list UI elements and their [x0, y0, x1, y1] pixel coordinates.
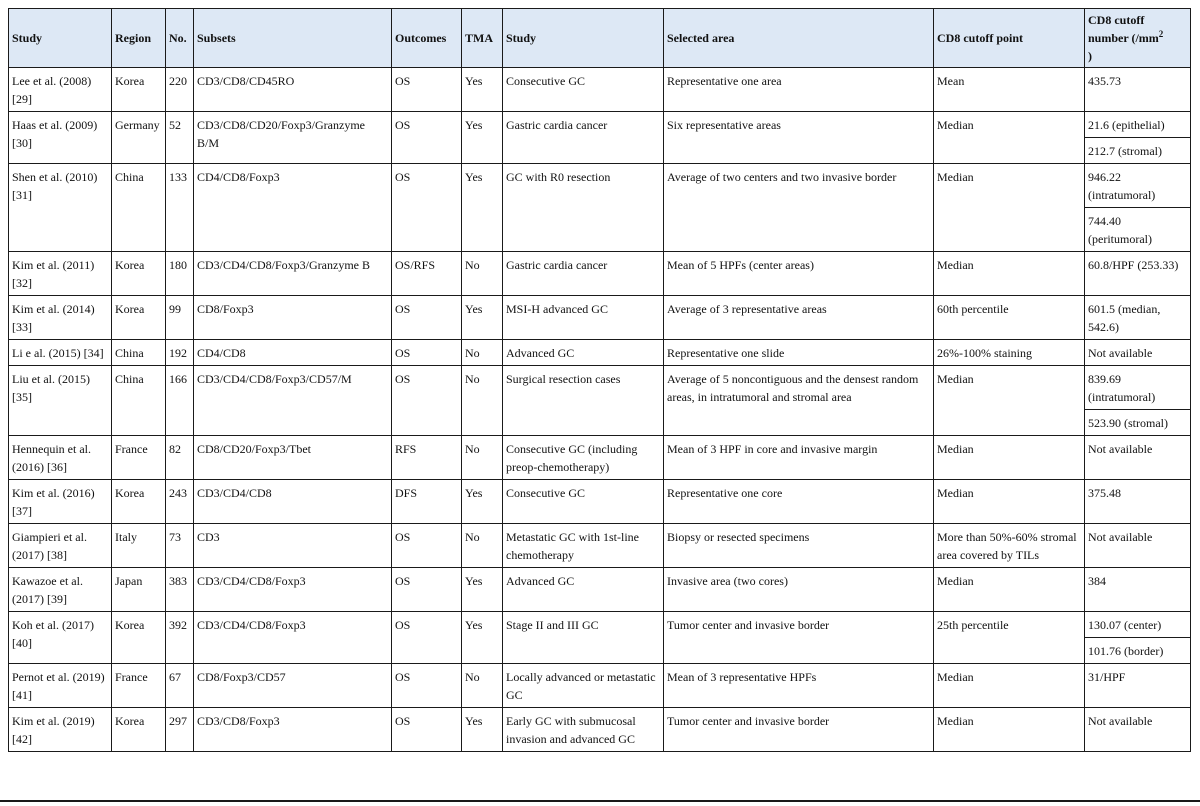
cell-number: 192 — [166, 340, 194, 366]
cell-selected-area: Mean of 5 HPFs (center areas) — [664, 252, 934, 296]
cell-study-type: Consecutive GC (including preop-chemotherapy) — [503, 436, 664, 480]
cell-region: China — [112, 366, 166, 436]
studies-table — [8, 8, 1191, 752]
cell-tma: Yes — [462, 112, 503, 164]
cell-tma: No — [462, 340, 503, 366]
cell-tma: Yes — [462, 164, 503, 252]
cell-selected-area: Invasive area (two cores) — [664, 568, 934, 612]
cell-subsets: CD3 — [194, 524, 392, 568]
cell-cutoff-point: 60th percentile — [934, 296, 1085, 340]
table-row — [9, 664, 1191, 708]
cell-number: 82 — [166, 436, 194, 480]
cell-region: Italy — [112, 524, 166, 568]
header-cd8-cutoff-number-text: CD8 cutoff number (/mm — [1088, 13, 1159, 45]
cell-region: France — [112, 664, 166, 708]
cell-cutoff-point: Median — [934, 112, 1085, 164]
cell-outcomes: OS — [392, 164, 462, 252]
cell-study-type: Advanced GC — [503, 568, 664, 612]
cell-subsets: CD3/CD4/CD8/Foxp3/Granzyme B — [194, 252, 392, 296]
cell-study: Kim et al. (2011) [32] — [9, 252, 112, 296]
cell-cutoff-number: 384 — [1085, 568, 1191, 612]
cell-number: 297 — [166, 708, 194, 752]
cell-tma: No — [462, 664, 503, 708]
header-study: Study — [9, 9, 112, 68]
cell-outcomes: RFS — [392, 436, 462, 480]
cell-cutoff-point: Mean — [934, 68, 1085, 112]
cell-cutoff-number: 31/HPF — [1085, 664, 1191, 708]
cell-region: Korea — [112, 296, 166, 340]
cell-outcomes: OS — [392, 568, 462, 612]
cell-cutoff-number: 435.73 — [1085, 68, 1191, 112]
cell-cutoff-number: Not available — [1085, 436, 1191, 480]
table-row — [9, 436, 1191, 480]
cell-outcomes: OS — [392, 524, 462, 568]
table-row — [9, 708, 1191, 752]
cell-cutoff-point: 26%-100% staining — [934, 340, 1085, 366]
cell-cutoff-number: Not available — [1085, 524, 1191, 568]
cell-tma: Yes — [462, 68, 503, 112]
cell-outcomes: OS — [392, 708, 462, 752]
cell-region: Korea — [112, 708, 166, 752]
cell-region: Korea — [112, 68, 166, 112]
cell-number: 392 — [166, 612, 194, 664]
cell-outcomes: DFS — [392, 480, 462, 524]
cell-selected-area: Biopsy or resected specimens — [664, 524, 934, 568]
cell-subsets: CD8/Foxp3/CD57 — [194, 664, 392, 708]
cell-number: 67 — [166, 664, 194, 708]
cell-subsets: CD3/CD4/CD8/Foxp3 — [194, 612, 392, 664]
table-body — [9, 68, 1191, 752]
header-region: Region — [112, 9, 166, 68]
cell-study-type: Locally advanced or metastatic GC — [503, 664, 664, 708]
cell-subsets: CD3/CD8/CD20/Foxp3/Granzyme B/M — [194, 112, 392, 164]
cell-subsets: CD8/CD20/Foxp3/Tbet — [194, 436, 392, 480]
cell-study: Hennequin et al. (2016) [36] — [9, 436, 112, 480]
cell-number: 383 — [166, 568, 194, 612]
cell-cutoff-number: 375.48 — [1085, 480, 1191, 524]
cell-outcomes: OS — [392, 340, 462, 366]
cell-study: Li e al. (2015) [34] — [9, 340, 112, 366]
cell-study: Kim et al. (2019) [42] — [9, 708, 112, 752]
cell-cutoff-number: 212.7 (stromal) — [1085, 138, 1191, 164]
cell-tma: No — [462, 366, 503, 436]
cell-cutoff-point: 25th percentile — [934, 612, 1085, 664]
cell-cutoff-number: Not available — [1085, 340, 1191, 366]
cell-number: 243 — [166, 480, 194, 524]
cell-study-type: Stage II and III GC — [503, 612, 664, 664]
cell-study-type: Metastatic GC with 1st-line chemotherapy — [503, 524, 664, 568]
cell-cutoff-point: Median — [934, 568, 1085, 612]
table-row — [9, 68, 1191, 112]
table-row — [9, 612, 1191, 638]
cell-selected-area: Average of 3 representative areas — [664, 296, 934, 340]
cell-subsets: CD8/Foxp3 — [194, 296, 392, 340]
cell-cutoff-number: 946.22 (intratumoral) — [1085, 164, 1191, 208]
cell-study: Shen et al. (2010) [31] — [9, 164, 112, 252]
table-row — [9, 296, 1191, 340]
cell-number: 133 — [166, 164, 194, 252]
cell-subsets: CD4/CD8 — [194, 340, 392, 366]
cell-selected-area: Tumor center and invasive border — [664, 708, 934, 752]
cell-subsets: CD4/CD8/Foxp3 — [194, 164, 392, 252]
cell-cutoff-point: Median — [934, 436, 1085, 480]
cell-cutoff-point: Median — [934, 708, 1085, 752]
cell-cutoff-number: 523.90 (stromal) — [1085, 410, 1191, 436]
cell-study: Giampieri et al. (2017) [38] — [9, 524, 112, 568]
cell-study-type: Surgical resection cases — [503, 366, 664, 436]
cell-study-type: Early GC with submucosal invasion and advanced GC — [503, 708, 664, 752]
cell-study: Lee et al. (2008) [29] — [9, 68, 112, 112]
cell-outcomes: OS — [392, 366, 462, 436]
cell-study-type: Consecutive GC — [503, 68, 664, 112]
cell-cutoff-point: Median — [934, 252, 1085, 296]
header-selected-area: Selected area — [664, 9, 934, 68]
cell-selected-area: Representative one core — [664, 480, 934, 524]
header-cd8-cutoff-number — [1085, 9, 1191, 68]
header-no: No. — [166, 9, 194, 68]
cell-tma: Yes — [462, 480, 503, 524]
cell-cutoff-point: Median — [934, 480, 1085, 524]
cell-study-type: Advanced GC — [503, 340, 664, 366]
cell-cutoff-number: 101.76 (border) — [1085, 638, 1191, 664]
cell-cutoff-number: 130.07 (center) — [1085, 612, 1191, 638]
cell-study: Haas et al. (2009) [30] — [9, 112, 112, 164]
cell-cutoff-number: 744.40 (peritumoral) — [1085, 208, 1191, 252]
cell-subsets: CD3/CD8/Foxp3 — [194, 708, 392, 752]
cell-study: Kim et al. (2014) [33] — [9, 296, 112, 340]
cell-number: 166 — [166, 366, 194, 436]
cell-cutoff-number: Not available — [1085, 708, 1191, 752]
cell-selected-area: Mean of 3 HPF in core and invasive margin — [664, 436, 934, 480]
cell-outcomes: OS — [392, 664, 462, 708]
cell-study: Kim et al. (2016) [37] — [9, 480, 112, 524]
table-row — [9, 164, 1191, 208]
cell-subsets: CD3/CD4/CD8 — [194, 480, 392, 524]
header-cd8-cutoff-number-sup: 2 — [1158, 29, 1164, 39]
cell-selected-area: Average of 5 noncontiguous and the densest random areas, in intratumoral and stromal area — [664, 366, 934, 436]
cell-cutoff-point: Median — [934, 366, 1085, 436]
cell-outcomes: OS — [392, 112, 462, 164]
cell-region: China — [112, 340, 166, 366]
cell-region: Korea — [112, 612, 166, 664]
table-row — [9, 112, 1191, 138]
cell-tma: No — [462, 436, 503, 480]
cell-selected-area: Mean of 3 representative HPFs — [664, 664, 934, 708]
cell-study-type: Consecutive GC — [503, 480, 664, 524]
cell-selected-area: Representative one slide — [664, 340, 934, 366]
cell-selected-area: Average of two centers and two invasive border — [664, 164, 934, 252]
cell-study-type: GC with R0 resection — [503, 164, 664, 252]
cell-cutoff-number: 839.69 (intratumoral) — [1085, 366, 1191, 410]
cell-study: Kawazoe et al. (2017) [39] — [9, 568, 112, 612]
cell-cutoff-number: 601.5 (median, 542.6) — [1085, 296, 1191, 340]
cell-number: 180 — [166, 252, 194, 296]
table-row — [9, 568, 1191, 612]
cell-cutoff-number: 21.6 (epithelial) — [1085, 112, 1191, 138]
cell-tma: Yes — [462, 708, 503, 752]
cell-study: Koh et al. (2017) [40] — [9, 612, 112, 664]
header-subsets: Subsets — [194, 9, 392, 68]
table-row — [9, 524, 1191, 568]
header-outcomes: Outcomes — [392, 9, 462, 68]
cell-number: 73 — [166, 524, 194, 568]
cell-number: 99 — [166, 296, 194, 340]
cell-study-type: Gastric cardia cancer — [503, 252, 664, 296]
table-row — [9, 366, 1191, 410]
cell-outcomes: OS — [392, 612, 462, 664]
cell-region: Germany — [112, 112, 166, 164]
bottom-divider — [0, 800, 1200, 802]
table-row — [9, 252, 1191, 296]
cell-tma: Yes — [462, 296, 503, 340]
cell-outcomes: OS — [392, 68, 462, 112]
cell-subsets: CD3/CD4/CD8/Foxp3/CD57/M — [194, 366, 392, 436]
cell-study: Liu et al. (2015) [35] — [9, 366, 112, 436]
cell-number: 52 — [166, 112, 194, 164]
cell-subsets: CD3/CD4/CD8/Foxp3 — [194, 568, 392, 612]
cell-region: France — [112, 436, 166, 480]
header-cd8-cutoff-number-end: ) — [1088, 49, 1092, 63]
cell-cutoff-point: More than 50%-60% stromal area covered by TILs — [934, 524, 1085, 568]
cell-selected-area: Representative one area — [664, 68, 934, 112]
cell-region: Japan — [112, 568, 166, 612]
cell-cutoff-point: Median — [934, 664, 1085, 708]
cell-outcomes: OS/RFS — [392, 252, 462, 296]
cell-number: 220 — [166, 68, 194, 112]
cell-outcomes: OS — [392, 296, 462, 340]
header-row — [9, 9, 1191, 68]
cell-tma: No — [462, 252, 503, 296]
table-row — [9, 480, 1191, 524]
header-study-type: Study — [503, 9, 664, 68]
cell-cutoff-number: 60.8/HPF (253.33) — [1085, 252, 1191, 296]
table-row — [9, 340, 1191, 366]
cell-region: Korea — [112, 252, 166, 296]
cell-study-type: MSI-H advanced GC — [503, 296, 664, 340]
cell-tma: No — [462, 524, 503, 568]
cell-subsets: CD3/CD8/CD45RO — [194, 68, 392, 112]
header-cd8-cutoff-point: CD8 cutoff point — [934, 9, 1085, 68]
cell-tma: Yes — [462, 568, 503, 612]
cell-study: Pernot et al. (2019) [41] — [9, 664, 112, 708]
cell-tma: Yes — [462, 612, 503, 664]
cell-study-type: Gastric cardia cancer — [503, 112, 664, 164]
cell-selected-area: Tumor center and invasive border — [664, 612, 934, 664]
cell-selected-area: Six representative areas — [664, 112, 934, 164]
header-tma: TMA — [462, 9, 503, 68]
cell-region: Korea — [112, 480, 166, 524]
cell-region: China — [112, 164, 166, 252]
cell-cutoff-point: Median — [934, 164, 1085, 252]
